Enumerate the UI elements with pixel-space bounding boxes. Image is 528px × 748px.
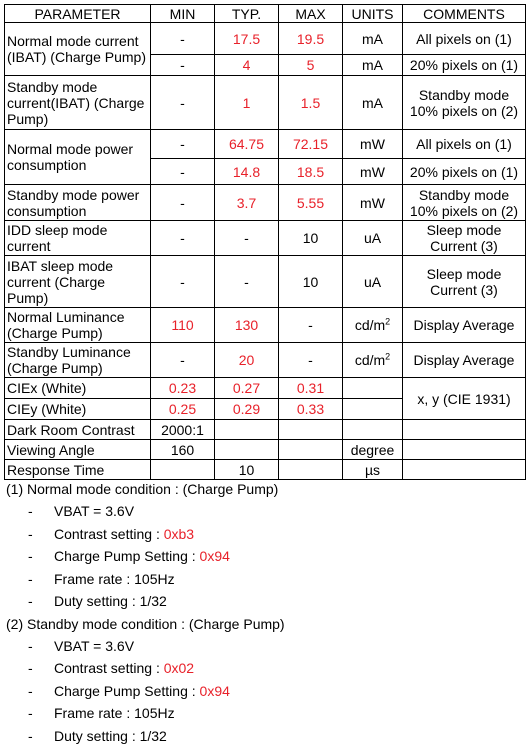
unit-cell [343, 399, 403, 420]
note-label: Contrast setting : [54, 660, 164, 676]
comment-cell: x, y (CIE 1931) [403, 378, 526, 420]
note-text [54, 635, 134, 658]
min-cell: - [151, 221, 215, 256]
note-value: 0x94 [199, 682, 230, 699]
bullet-dash: - [28, 705, 33, 721]
param-cell: IDD sleep mode current [5, 221, 151, 256]
table-row [5, 460, 526, 480]
note-label: Duty setting : 1/32 [54, 727, 167, 744]
min-cell: - [151, 343, 215, 378]
header-units: UNITS [343, 5, 403, 23]
note-item [6, 568, 521, 591]
typ-cell: 0.29 [215, 399, 279, 420]
typ-cell: 0.27 [215, 378, 279, 399]
min-cell: - [151, 185, 215, 221]
max-cell [279, 420, 343, 440]
typ-cell: 17.5 [215, 23, 279, 55]
unit-cell [343, 378, 403, 399]
param-cell: CIEx (White) [5, 378, 151, 399]
unit-superscript: 2 [385, 316, 391, 327]
comment-cell: Sleep mode Current (3) [403, 221, 526, 256]
param-cell: Dark Room Contrast [5, 420, 151, 440]
bullet-dash: - [28, 503, 33, 519]
table-row [5, 23, 526, 55]
bullet-dash: - [28, 682, 33, 699]
unit-cell: uA [343, 221, 403, 256]
comment-cell: Display Average [403, 308, 526, 343]
max-cell: 10 [279, 256, 343, 308]
bullet-dash: - [28, 548, 33, 564]
min-cell: - [151, 256, 215, 308]
unit-cell: mA [343, 76, 403, 130]
unit-cell: µs [343, 460, 403, 480]
min-cell: - [151, 159, 215, 185]
bullet-dash: - [28, 525, 33, 542]
note-text [54, 500, 134, 523]
note-heading: (1) Normal mode condition : (Charge Pump) [6, 481, 279, 497]
max-cell: 5 [279, 55, 343, 76]
unit-cell [343, 343, 403, 378]
min-cell: 2000:1 [151, 420, 215, 440]
max-cell: 1.5 [279, 76, 343, 130]
spec-table [4, 4, 526, 480]
typ-cell [215, 440, 279, 460]
header-parameter: PARAMETER [5, 5, 151, 23]
typ-cell: 14.8 [215, 159, 279, 185]
max-cell: 10 [279, 221, 343, 256]
unit-cell: uA [343, 256, 403, 308]
note-label: Frame rate : 105Hz [54, 570, 175, 587]
typ-cell: 130 [215, 308, 279, 343]
header-min: MIN [151, 5, 215, 23]
param-cell: Standby Luminance (Charge Pump) [5, 343, 151, 378]
table-row [5, 420, 526, 440]
min-cell: - [151, 76, 215, 130]
param-cell: Response Time [5, 460, 151, 480]
typ-cell: - [215, 221, 279, 256]
typ-cell [215, 420, 279, 440]
note-item [6, 500, 521, 523]
min-cell: 110 [151, 308, 215, 343]
typ-cell: 64.75 [215, 130, 279, 159]
max-cell: 0.33 [279, 399, 343, 420]
min-cell: 160 [151, 440, 215, 460]
header-row [5, 5, 526, 23]
note-heading: (2) Standby mode condition : (Charge Pump) [6, 615, 285, 632]
min-cell: 0.25 [151, 399, 215, 420]
typ-cell: 3.7 [215, 185, 279, 221]
header-typ: TYP. [215, 5, 279, 23]
max-cell [279, 460, 343, 480]
table-row [5, 185, 526, 221]
comment-cell: All pixels on (1) [403, 130, 526, 159]
comment-cell: 20% pixels on (1) [403, 55, 526, 76]
typ-cell: 10 [215, 460, 279, 480]
notes-section [6, 478, 521, 747]
table-row [5, 378, 526, 399]
min-cell: - [151, 23, 215, 55]
bullet-dash: - [28, 727, 33, 744]
note-label: VBAT = 3.6V [54, 637, 135, 654]
table-row [5, 308, 526, 343]
note-text [54, 725, 167, 748]
comment-cell [403, 420, 526, 440]
comment-cell [403, 440, 526, 460]
unit-cell: mW [343, 185, 403, 221]
note-text [54, 568, 175, 591]
typ-cell: 4 [215, 55, 279, 76]
note-value: 0xb3 [163, 525, 195, 542]
max-cell: 0.31 [279, 378, 343, 399]
note-item [6, 680, 521, 703]
min-cell: - [151, 130, 215, 159]
unit-cell: mA [343, 23, 403, 55]
max-cell: - [279, 308, 343, 343]
table-row [5, 256, 526, 308]
note-item [6, 702, 521, 725]
typ-cell: 20 [215, 343, 279, 378]
min-cell: - [151, 55, 215, 76]
typ-cell: 1 [215, 76, 279, 130]
bullet-dash: - [28, 570, 33, 587]
table-row [5, 440, 526, 460]
comment-cell: Standby mode 10% pixels on (2) [403, 185, 526, 221]
max-cell: 72.15 [279, 130, 343, 159]
typ-cell: - [215, 256, 279, 308]
table-row [5, 221, 526, 256]
param-cell: Standby mode current(IBAT) (Charge Pump) [5, 76, 151, 130]
header-max: MAX [279, 5, 343, 23]
unit-cell: mW [343, 130, 403, 159]
unit-cell: mA [343, 55, 403, 76]
note-text [54, 657, 194, 680]
note-text [54, 545, 230, 568]
note-text [54, 680, 230, 703]
max-cell: 18.5 [279, 159, 343, 185]
comment-cell: Display Average [403, 343, 526, 378]
note-value: 0x02 [163, 660, 195, 676]
unit-cell: mW [343, 159, 403, 185]
unit-text: cd/m [354, 317, 386, 333]
unit-cell: degree [343, 440, 403, 460]
comment-cell: All pixels on (1) [403, 23, 526, 55]
note-item [6, 523, 521, 546]
table-row [5, 343, 526, 378]
table-row [5, 130, 526, 159]
unit-superscript: 2 [385, 351, 391, 362]
note-value: 0x94 [199, 548, 230, 564]
note-item [6, 657, 521, 680]
note-text [54, 702, 175, 725]
note-label: Contrast setting : [54, 525, 164, 542]
bullet-dash: - [28, 637, 33, 654]
bullet-dash: - [28, 660, 33, 676]
unit-cell [343, 308, 403, 343]
max-cell: 19.5 [279, 23, 343, 55]
min-cell: 0.23 [151, 378, 215, 399]
note-text [54, 590, 167, 613]
note-label: VBAT = 3.6V [54, 503, 135, 519]
table-row [5, 76, 526, 130]
note-item [6, 635, 521, 658]
comment-cell: Sleep mode Current (3) [403, 256, 526, 308]
note-item [6, 545, 521, 568]
comment-cell: 20% pixels on (1) [403, 159, 526, 185]
note-label: Frame rate : 105Hz [54, 705, 175, 721]
max-cell: 5.55 [279, 185, 343, 221]
comment-cell [403, 460, 526, 480]
unit-text: cd/m [354, 352, 386, 368]
max-cell: - [279, 343, 343, 378]
bullet-dash: - [28, 593, 33, 609]
param-cell: Normal Luminance (Charge Pump) [5, 308, 151, 343]
param-cell: Standby mode power consumption [5, 185, 151, 221]
param-cell: CIEy (White) [5, 399, 151, 420]
note-label: Duty setting : 1/32 [54, 593, 167, 609]
note-item [6, 725, 521, 748]
note-item [6, 590, 521, 613]
param-cell: Normal mode current (IBAT) (Charge Pump) [5, 23, 151, 76]
param-cell: IBAT sleep mode current (Charge Pump) [5, 256, 151, 308]
param-cell: Viewing Angle [5, 440, 151, 460]
header-comments: COMMENTS [403, 5, 526, 23]
param-cell: Normal mode power consumption [5, 130, 151, 185]
unit-cell [343, 420, 403, 440]
note-label: Charge Pump Setting : [54, 682, 200, 699]
comment-cell: Standby mode 10% pixels on (2) [403, 76, 526, 130]
note-label: Charge Pump Setting : [54, 548, 200, 564]
note-text [54, 523, 194, 546]
max-cell [279, 440, 343, 460]
min-cell [151, 460, 215, 480]
